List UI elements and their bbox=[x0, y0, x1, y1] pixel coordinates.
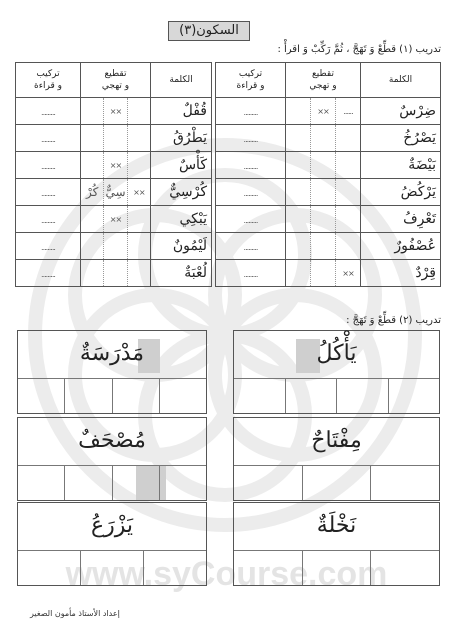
syllable-slot[interactable]: ×× bbox=[127, 179, 150, 205]
answer-cell[interactable] bbox=[302, 551, 371, 585]
segment-cell[interactable] bbox=[81, 125, 151, 152]
exercise-box bbox=[233, 417, 440, 501]
answer-cell[interactable] bbox=[234, 466, 302, 500]
box-word: مُصْحَفٌ bbox=[78, 428, 146, 453]
syllable-slot[interactable]: ×× bbox=[335, 260, 360, 286]
compose-cell[interactable]: ......... bbox=[216, 260, 286, 287]
syllable-slot[interactable] bbox=[103, 125, 126, 151]
compose-cell[interactable]: ......... bbox=[216, 206, 286, 233]
answer-cell[interactable] bbox=[159, 466, 206, 500]
syllable-slot[interactable] bbox=[81, 206, 103, 232]
watermark-site: www.syCourse.com bbox=[65, 555, 388, 593]
syllable-slot[interactable] bbox=[127, 152, 150, 178]
word-cell: قُفْلٌ bbox=[151, 98, 212, 125]
exercise2-instruction: تدريب (٢) قطِّعْ وَ تَهَجَّ : bbox=[346, 315, 441, 326]
syllable-slot[interactable]: ×× bbox=[310, 98, 335, 124]
syllable-slot[interactable] bbox=[310, 179, 335, 205]
table-row bbox=[16, 152, 212, 179]
word-cell: ضِرْسٌ bbox=[361, 98, 441, 125]
compose-cell[interactable]: ......... bbox=[16, 125, 81, 152]
word-cell: لَيْمُونٌ bbox=[151, 233, 212, 260]
compose-cell[interactable]: ......... bbox=[216, 233, 286, 260]
syllable-slot[interactable] bbox=[81, 233, 103, 259]
compose-cell[interactable]: ......... bbox=[216, 179, 286, 206]
syllable-slot[interactable] bbox=[335, 233, 360, 259]
answer-cell[interactable] bbox=[370, 551, 439, 585]
compose-cell[interactable]: ......... bbox=[16, 98, 81, 125]
syllable-slot[interactable] bbox=[335, 152, 360, 178]
answer-cell[interactable] bbox=[112, 379, 159, 413]
table-row bbox=[216, 260, 441, 287]
answer-cell[interactable] bbox=[234, 551, 302, 585]
table-row bbox=[216, 125, 441, 152]
compose-cell[interactable]: ......... bbox=[216, 152, 286, 179]
table-row bbox=[16, 260, 212, 287]
segment-cell[interactable] bbox=[81, 152, 151, 179]
syllable-slot[interactable] bbox=[310, 260, 335, 286]
syllable-slot[interactable]: ×× bbox=[103, 206, 126, 232]
header-word: الكلمة bbox=[151, 63, 212, 98]
header-compose: تركيب و قراءة bbox=[216, 63, 286, 98]
syllable-slot[interactable]: ×× bbox=[103, 98, 126, 124]
table-row bbox=[16, 98, 212, 125]
segment-cell[interactable] bbox=[81, 206, 151, 233]
syllable-slot[interactable] bbox=[310, 206, 335, 232]
word-cell: تَعْرِفُ bbox=[361, 206, 441, 233]
word-cell: يَبْكِي bbox=[151, 206, 212, 233]
answer-cell[interactable] bbox=[388, 379, 440, 413]
segment-cell[interactable] bbox=[81, 233, 151, 260]
compose-cell[interactable]: ......... bbox=[216, 125, 286, 152]
word-cell: لُعْبَةٌ bbox=[151, 260, 212, 287]
answer-cell[interactable] bbox=[18, 466, 64, 500]
exercise-box bbox=[233, 502, 440, 586]
word-cell: قِرْدٌ bbox=[361, 260, 441, 287]
compose-cell[interactable]: ......... bbox=[16, 260, 81, 287]
compose-cell[interactable]: ......... bbox=[16, 152, 81, 179]
header-segment: تقطيع و تهجي bbox=[286, 63, 361, 98]
box-word: يَأْكُلُ bbox=[316, 341, 357, 366]
table-row bbox=[16, 233, 212, 260]
syllable-slot[interactable] bbox=[286, 98, 310, 124]
segment-cell[interactable] bbox=[286, 125, 361, 152]
table-row bbox=[216, 179, 441, 206]
syllable-slot[interactable] bbox=[81, 98, 103, 124]
segment-cell[interactable] bbox=[286, 179, 361, 206]
header-compose: تركيب و قراءة bbox=[16, 63, 81, 98]
answer-cell[interactable] bbox=[285, 379, 337, 413]
syllable-slot[interactable] bbox=[103, 233, 126, 259]
answer-cell[interactable] bbox=[336, 379, 388, 413]
answer-cell[interactable] bbox=[234, 379, 285, 413]
answer-cell[interactable] bbox=[80, 551, 143, 585]
page-title: السكون(٣) bbox=[168, 21, 250, 41]
syllable-slot[interactable]: ×× bbox=[103, 152, 126, 178]
word-cell: كُرْسِيٌّ bbox=[151, 179, 212, 206]
table-row bbox=[216, 152, 441, 179]
syllable-slot[interactable] bbox=[127, 125, 150, 151]
syllable-slot[interactable] bbox=[286, 233, 310, 259]
exercise-box bbox=[17, 502, 207, 586]
answer-cell[interactable] bbox=[64, 379, 111, 413]
syllable-slot[interactable] bbox=[127, 260, 150, 286]
syllable-slot[interactable] bbox=[310, 233, 335, 259]
word-cell: كَأْسٌ bbox=[151, 152, 212, 179]
box-word: مِفْتَاحٌ bbox=[311, 428, 362, 453]
segment-cell[interactable] bbox=[286, 233, 361, 260]
word-cell: عُصْفُورٌ bbox=[361, 233, 441, 260]
table-row bbox=[216, 98, 441, 125]
answer-cell[interactable] bbox=[64, 466, 111, 500]
box-word: يَزْرَعُ bbox=[90, 513, 133, 538]
header-word: الكلمة bbox=[361, 63, 441, 98]
compose-cell[interactable]: ......... bbox=[216, 98, 286, 125]
compose-cell[interactable]: ......... bbox=[16, 233, 81, 260]
answer-cell[interactable] bbox=[302, 466, 371, 500]
syllable-slot[interactable] bbox=[286, 152, 310, 178]
syllable-slot[interactable] bbox=[335, 179, 360, 205]
header-segment: تقطيع و تهجي bbox=[81, 63, 151, 98]
syllable-slot[interactable] bbox=[335, 125, 360, 151]
answer-cell[interactable] bbox=[112, 466, 159, 500]
syllable-slot[interactable] bbox=[286, 260, 310, 286]
segment-cell[interactable] bbox=[81, 179, 151, 206]
exercise-box bbox=[17, 417, 207, 501]
answer-cell[interactable] bbox=[18, 551, 80, 585]
table-row bbox=[16, 206, 212, 233]
footer-credit: إعداد الأستاذ مأمون الصغير bbox=[30, 609, 120, 618]
table-row bbox=[16, 125, 212, 152]
answer-cell[interactable] bbox=[159, 379, 206, 413]
table-row bbox=[216, 206, 441, 233]
segment-cell[interactable] bbox=[286, 206, 361, 233]
segment-cell[interactable] bbox=[286, 152, 361, 179]
box-word: نَخْلَةٌ bbox=[316, 513, 357, 538]
syllable-slot[interactable] bbox=[335, 206, 360, 232]
syllable-slot[interactable]: كُرْ bbox=[85, 185, 99, 199]
syllable-slot[interactable] bbox=[310, 152, 335, 178]
syllable-slot[interactable] bbox=[310, 125, 335, 151]
compose-cell[interactable]: ......... bbox=[16, 179, 81, 206]
syllable-slot[interactable] bbox=[81, 260, 103, 286]
syllable-slot[interactable] bbox=[127, 233, 150, 259]
segment-cell[interactable] bbox=[81, 260, 151, 287]
syllable-slot[interactable] bbox=[127, 98, 150, 124]
syllable-slot[interactable] bbox=[81, 152, 103, 178]
syllable-slot[interactable] bbox=[286, 206, 310, 232]
syllable-slot[interactable] bbox=[103, 260, 126, 286]
syllable-slot[interactable] bbox=[127, 206, 150, 232]
segment-cell[interactable] bbox=[81, 98, 151, 125]
syllable-slot[interactable]: سِيٌّ bbox=[103, 179, 126, 205]
answer-cell[interactable] bbox=[143, 551, 206, 585]
compose-cell[interactable]: ......... bbox=[16, 206, 81, 233]
table-row bbox=[216, 233, 441, 260]
box-word: مَدْرَسَةٌ bbox=[79, 341, 145, 366]
exercise-box bbox=[233, 330, 440, 414]
syllable-slot[interactable] bbox=[81, 125, 103, 151]
answer-cell[interactable] bbox=[18, 379, 64, 413]
word-cell: بَيْضَةٌ bbox=[361, 152, 441, 179]
exercise-box bbox=[17, 330, 207, 414]
right-table bbox=[215, 62, 441, 287]
word-cell: يَرْكُضُ bbox=[361, 179, 441, 206]
answer-cell[interactable] bbox=[370, 466, 439, 500]
syllable-slot[interactable] bbox=[286, 125, 310, 151]
word-cell: يَصْرُخُ bbox=[361, 125, 441, 152]
left-table bbox=[15, 62, 212, 287]
table-row bbox=[16, 179, 212, 206]
segment-cell[interactable] bbox=[286, 98, 361, 125]
syllable-slot[interactable]: ...... bbox=[335, 98, 360, 124]
word-cell: يَطْرُقُ bbox=[151, 125, 212, 152]
exercise1-instruction: تدريب (١) قطِّعْ وَ تَهَجَّ ، ثُمَّ رَكِّبْ وَ اقرأْ : bbox=[277, 44, 441, 55]
syllable-slot[interactable] bbox=[286, 179, 310, 205]
segment-cell[interactable] bbox=[286, 260, 361, 287]
